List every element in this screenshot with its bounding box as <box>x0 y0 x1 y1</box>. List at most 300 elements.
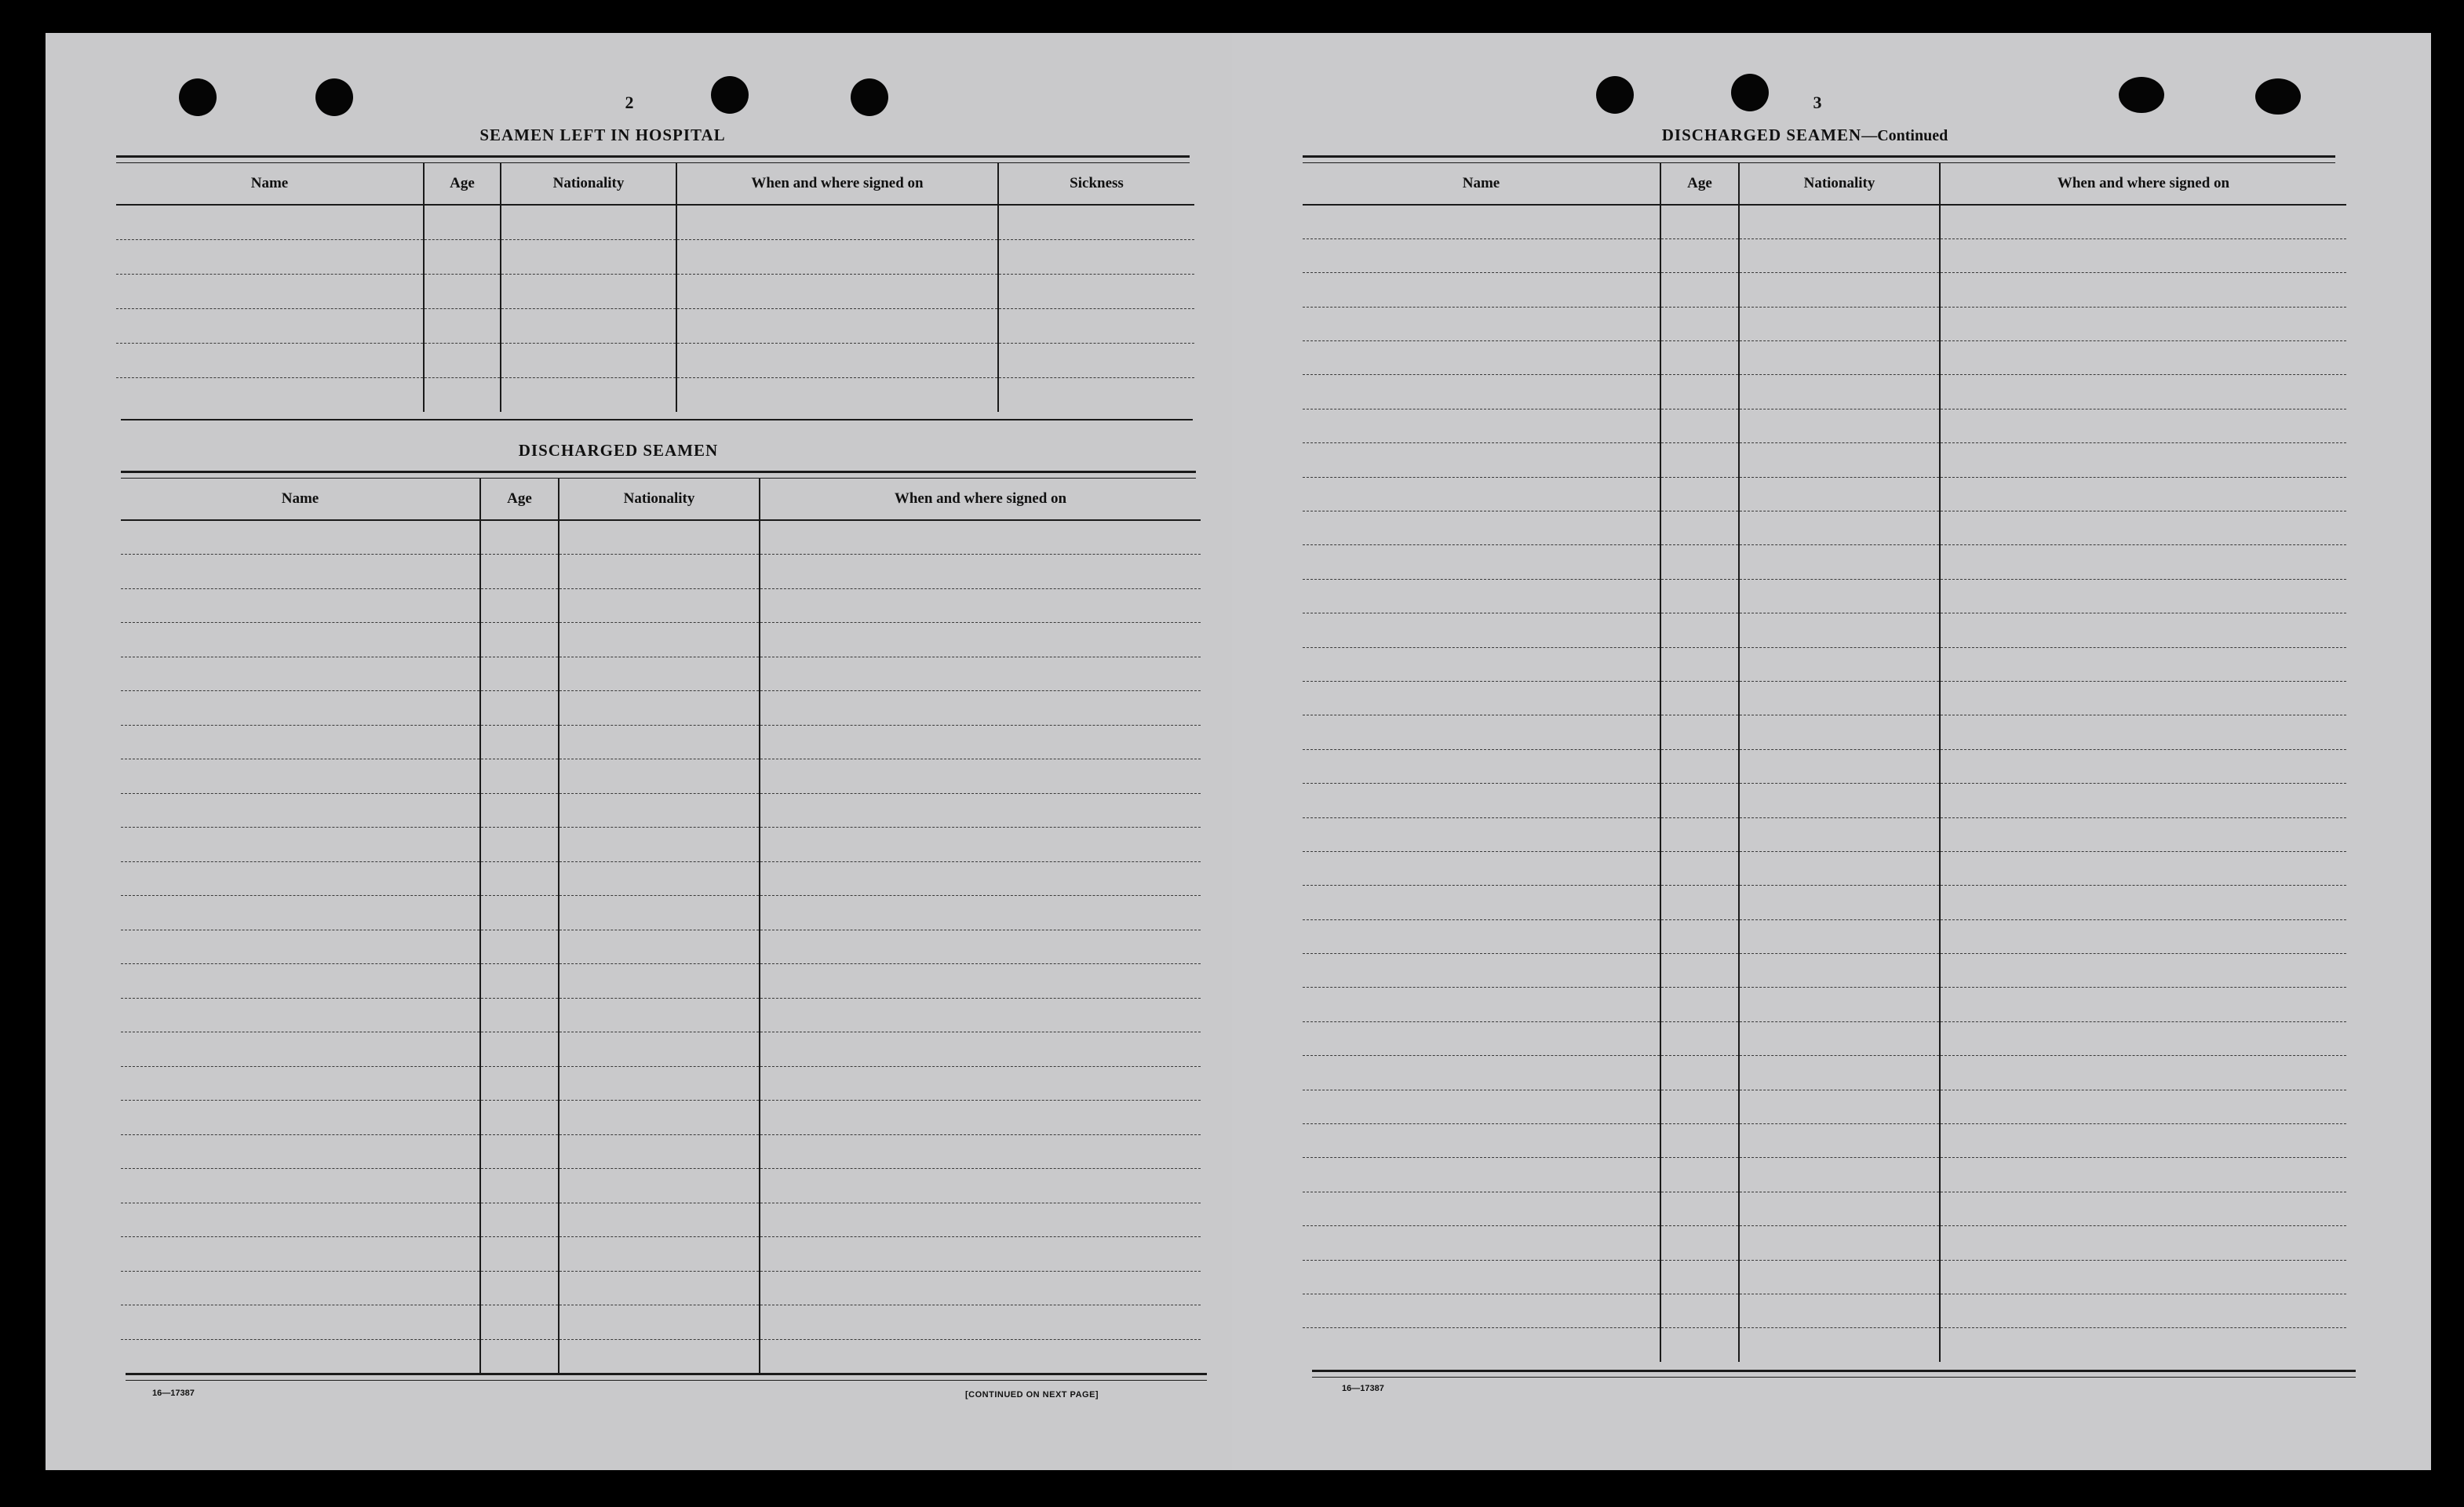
table-cell <box>480 657 559 691</box>
table-cell <box>1660 613 1739 647</box>
table-cell <box>676 308 998 343</box>
table-row <box>1303 1294 2346 1328</box>
table-row <box>1303 579 2346 613</box>
table-cell <box>559 1271 760 1305</box>
table-cell <box>1940 715 2346 749</box>
table-cell <box>1660 919 1739 953</box>
table-cell <box>1660 511 1739 545</box>
table-row <box>1303 1090 2346 1123</box>
table-cell <box>1940 477 2346 511</box>
table-cell <box>1660 988 1739 1021</box>
table-row <box>121 555 1201 589</box>
table-cell <box>1940 817 2346 851</box>
table-cell <box>1303 307 1660 340</box>
table-cell <box>559 623 760 657</box>
table-cell <box>424 239 501 274</box>
table-cell <box>559 588 760 623</box>
table-cell <box>1660 1294 1739 1328</box>
column-header: Sickness <box>998 163 1194 205</box>
table-cell <box>1739 919 1940 953</box>
table-cell <box>1660 1124 1739 1158</box>
table-cell <box>1940 409 2346 442</box>
table-row <box>121 1339 1201 1374</box>
table-row <box>1303 784 2346 817</box>
table-cell <box>1660 1192 1739 1225</box>
table-cell <box>1739 681 1940 715</box>
table-cell <box>1739 477 1940 511</box>
table-cell <box>1940 613 2346 647</box>
table-cell <box>116 308 424 343</box>
table-row <box>1303 307 2346 340</box>
table-cell <box>121 861 480 896</box>
table-cell <box>559 725 760 759</box>
table-cell <box>480 1101 559 1135</box>
table-cell <box>1940 1090 2346 1123</box>
table-cell <box>121 828 480 862</box>
table-cell <box>1660 341 1739 375</box>
table-row <box>1303 988 2346 1021</box>
table-cell <box>1303 1328 1660 1362</box>
table-row <box>1303 1192 2346 1225</box>
table-cell <box>760 896 1201 930</box>
table-cell <box>1739 1021 1940 1055</box>
table-cell <box>760 793 1201 828</box>
column-header: Age <box>1660 163 1739 205</box>
table-row <box>1303 1158 2346 1192</box>
table-cell <box>121 725 480 759</box>
table-row <box>1303 1328 2346 1362</box>
table-cell <box>121 896 480 930</box>
table-cell <box>1739 784 1940 817</box>
table-cell <box>1303 205 1660 238</box>
table-cell <box>559 691 760 726</box>
table-cell <box>760 759 1201 794</box>
table-cell <box>760 1339 1201 1374</box>
table-cell <box>480 725 559 759</box>
table-cell <box>676 274 998 308</box>
table-cell <box>1739 545 1940 579</box>
table-row <box>116 205 1194 239</box>
table-cell <box>1303 851 1660 885</box>
table-cell <box>501 343 676 377</box>
table-cell <box>1303 919 1660 953</box>
table-cell <box>1660 715 1739 749</box>
table-cell <box>676 343 998 377</box>
table-row <box>1303 1021 2346 1055</box>
table-cell <box>424 308 501 343</box>
table-row <box>116 343 1194 377</box>
table-row <box>121 1066 1201 1101</box>
table-cell <box>676 377 998 412</box>
table-row <box>121 588 1201 623</box>
table-cell <box>998 274 1194 308</box>
table-cell <box>1660 273 1739 307</box>
table-cell <box>480 1339 559 1374</box>
table-cell <box>1303 1260 1660 1294</box>
table-cell <box>121 588 480 623</box>
table-cell <box>480 1032 559 1067</box>
table-cell <box>1303 1294 1660 1328</box>
table-cell <box>116 343 424 377</box>
table-cell <box>121 759 480 794</box>
table-cell <box>1660 443 1739 477</box>
punch-hole <box>2255 78 2301 115</box>
table-row <box>121 896 1201 930</box>
table-cell <box>480 1169 559 1203</box>
table-cell <box>760 555 1201 589</box>
table-cell <box>121 1032 480 1067</box>
table-cell <box>1660 749 1739 783</box>
table-cell <box>1660 375 1739 409</box>
table-row <box>1303 341 2346 375</box>
table-cell <box>1940 784 2346 817</box>
table-row <box>1303 886 2346 919</box>
table-cell <box>1303 715 1660 749</box>
table-cell <box>760 930 1201 964</box>
table-cell <box>424 205 501 239</box>
table-cell <box>760 828 1201 862</box>
page-number: 3 <box>1813 93 1822 112</box>
table-cell <box>121 657 480 691</box>
table-cell <box>1739 341 1940 375</box>
table-cell <box>1660 817 1739 851</box>
column-header: Nationality <box>501 163 676 205</box>
table-cell <box>1303 409 1660 442</box>
section-rule <box>121 419 1193 420</box>
table-cell <box>1940 851 2346 885</box>
table-cell <box>559 964 760 999</box>
table-cell <box>1940 1260 2346 1294</box>
table-cell <box>121 1339 480 1374</box>
table-cell <box>676 205 998 239</box>
table-cell <box>116 205 424 239</box>
table-cell <box>559 1203 760 1237</box>
table-cell <box>1303 749 1660 783</box>
section-rule <box>121 471 1196 479</box>
table-row <box>121 998 1201 1032</box>
table-cell <box>559 657 760 691</box>
table-cell <box>1739 1056 1940 1090</box>
table-cell <box>501 274 676 308</box>
column-header: When and where signed on <box>676 163 998 205</box>
form-number: 16—17387 <box>1342 1384 1384 1393</box>
table-cell <box>998 205 1194 239</box>
table-cell <box>1303 511 1660 545</box>
table-cell <box>760 1101 1201 1135</box>
table-cell <box>424 274 501 308</box>
table-row <box>121 725 1201 759</box>
table-cell <box>1303 1158 1660 1192</box>
table-cell <box>760 861 1201 896</box>
discharged-section-title: DISCHARGED SEAMEN <box>518 441 719 460</box>
section-rule <box>126 1373 1207 1381</box>
table-cell <box>1303 1090 1660 1123</box>
table-cell <box>559 930 760 964</box>
section-rule <box>1303 155 2335 163</box>
hospital-section-title: SEAMEN LEFT IN HOSPITAL <box>479 126 726 144</box>
table-row <box>121 793 1201 828</box>
punch-hole <box>851 78 888 116</box>
section-title-text: DISCHARGED SEAMEN <box>1661 126 1862 144</box>
table-row <box>121 1134 1201 1169</box>
table-cell <box>559 1339 760 1374</box>
punch-hole <box>1731 74 1769 111</box>
table-cell <box>1303 579 1660 613</box>
table-cell <box>480 793 559 828</box>
table-cell <box>1940 238 2346 272</box>
table-cell <box>1739 1260 1940 1294</box>
column-header: When and where signed on <box>1940 163 2346 205</box>
table-row <box>1303 954 2346 988</box>
table-cell <box>424 377 501 412</box>
table-row <box>121 1032 1201 1067</box>
table-cell <box>480 1203 559 1237</box>
table-cell <box>1739 1328 1940 1362</box>
table-row <box>1303 681 2346 715</box>
table-row <box>1303 409 2346 442</box>
table-cell <box>998 343 1194 377</box>
table-cell <box>1940 205 2346 238</box>
form-number: 16—17387 <box>152 1389 195 1398</box>
table-cell <box>1739 409 1940 442</box>
table-row <box>121 520 1201 555</box>
table-cell <box>1739 375 1940 409</box>
table-cell <box>559 1066 760 1101</box>
table-cell <box>1739 1124 1940 1158</box>
table-cell <box>1660 1021 1739 1055</box>
table-row <box>1303 205 2346 238</box>
table-cell <box>1660 477 1739 511</box>
table-row <box>1303 511 2346 545</box>
table-cell <box>1303 443 1660 477</box>
table-cell <box>121 691 480 726</box>
table-cell <box>480 1271 559 1305</box>
table-cell <box>121 793 480 828</box>
table-cell <box>559 896 760 930</box>
table-cell <box>1303 954 1660 988</box>
table-cell <box>480 555 559 589</box>
table-row <box>121 1169 1201 1203</box>
table-cell <box>1940 1021 2346 1055</box>
discharged-table-left <box>121 479 1201 1374</box>
table-cell <box>480 1305 559 1340</box>
table-cell <box>1739 1294 1940 1328</box>
table-cell <box>760 691 1201 726</box>
table-cell <box>1940 545 2346 579</box>
table-cell <box>1940 749 2346 783</box>
discharged-table-right <box>1303 163 2346 1362</box>
table-cell <box>1303 886 1660 919</box>
table-row <box>121 964 1201 999</box>
table-cell <box>1940 511 2346 545</box>
table-cell <box>1303 1056 1660 1090</box>
table-cell <box>998 377 1194 412</box>
table-cell <box>121 964 480 999</box>
table-cell <box>501 308 676 343</box>
table-row <box>116 239 1194 274</box>
table-cell <box>1940 273 2346 307</box>
table-cell <box>1940 681 2346 715</box>
table-cell <box>760 1203 1201 1237</box>
table-cell <box>121 520 480 555</box>
table-row <box>121 1305 1201 1340</box>
table-cell <box>1739 851 1940 885</box>
table-cell <box>1303 238 1660 272</box>
table-cell <box>501 377 676 412</box>
table-row <box>1303 613 2346 647</box>
table-cell <box>1739 647 1940 681</box>
table-cell <box>1660 1056 1739 1090</box>
column-header: Name <box>116 163 424 205</box>
table-cell <box>1303 341 1660 375</box>
table-row <box>1303 851 2346 885</box>
table-cell <box>760 520 1201 555</box>
table-cell <box>1739 511 1940 545</box>
section-rule <box>1312 1370 2356 1378</box>
column-header: Name <box>1303 163 1660 205</box>
table-cell <box>121 1203 480 1237</box>
table-cell <box>559 1134 760 1169</box>
table-cell <box>760 1032 1201 1067</box>
table-cell <box>1940 579 2346 613</box>
table-cell <box>1660 681 1739 715</box>
table-row <box>1303 647 2346 681</box>
continued-note: [CONTINUED ON NEXT PAGE] <box>965 1390 1099 1400</box>
table-cell <box>1660 886 1739 919</box>
table-row <box>116 308 1194 343</box>
punch-hole <box>2119 77 2164 113</box>
table-row <box>121 1101 1201 1135</box>
table-cell <box>1303 477 1660 511</box>
table-cell <box>676 239 998 274</box>
table-cell <box>1940 1056 2346 1090</box>
table-cell <box>559 998 760 1032</box>
table-cell <box>1660 851 1739 885</box>
continued-suffix: —Continued <box>1861 127 1948 144</box>
table-cell <box>480 1134 559 1169</box>
table-cell <box>1739 1226 1940 1260</box>
table-cell <box>559 555 760 589</box>
table-cell <box>1940 1158 2346 1192</box>
table-cell <box>559 861 760 896</box>
table-cell <box>1739 886 1940 919</box>
table-cell <box>480 930 559 964</box>
table-cell <box>559 1237 760 1272</box>
right-page <box>1232 33 2431 1470</box>
table-cell <box>760 1169 1201 1203</box>
table-row <box>121 828 1201 862</box>
table-cell <box>1303 613 1660 647</box>
table-cell <box>1660 647 1739 681</box>
table-row <box>1303 715 2346 749</box>
table-cell <box>1303 1021 1660 1055</box>
table-cell <box>1660 238 1739 272</box>
table-cell <box>760 1134 1201 1169</box>
punch-hole <box>315 78 353 116</box>
table-cell <box>559 1305 760 1340</box>
section-rule <box>116 155 1190 163</box>
table-cell <box>1660 1090 1739 1123</box>
table-cell <box>1303 1192 1660 1225</box>
table-cell <box>1739 205 1940 238</box>
table-cell <box>1660 954 1739 988</box>
punch-hole <box>179 78 217 116</box>
table-cell <box>760 1271 1201 1305</box>
table-cell <box>1940 443 2346 477</box>
table-row <box>1303 545 2346 579</box>
table-cell <box>1940 1226 2346 1260</box>
column-header: Name <box>121 479 480 520</box>
table-row <box>1303 1260 2346 1294</box>
table-cell <box>480 520 559 555</box>
table-cell <box>501 205 676 239</box>
table-cell <box>1660 784 1739 817</box>
table-cell <box>1940 375 2346 409</box>
table-cell <box>1660 545 1739 579</box>
table-cell <box>121 623 480 657</box>
table-cell <box>1303 647 1660 681</box>
table-row <box>121 930 1201 964</box>
table-cell <box>1303 784 1660 817</box>
table-cell <box>121 998 480 1032</box>
hospital-table <box>116 163 1194 412</box>
table-cell <box>1660 1260 1739 1294</box>
table-cell <box>480 861 559 896</box>
table-cell <box>116 239 424 274</box>
table-cell <box>1739 443 1940 477</box>
table-row <box>1303 919 2346 953</box>
discharged-continued-title <box>1569 126 2040 145</box>
table-cell <box>559 1101 760 1135</box>
table-cell <box>1739 749 1940 783</box>
table-cell <box>760 964 1201 999</box>
table-row <box>121 1203 1201 1237</box>
table-cell <box>1660 1328 1739 1362</box>
column-header: Nationality <box>1739 163 1940 205</box>
table-cell <box>1660 307 1739 340</box>
table-cell <box>760 588 1201 623</box>
table-cell <box>1739 307 1940 340</box>
table-cell <box>121 1066 480 1101</box>
table-cell <box>1303 1226 1660 1260</box>
table-cell <box>760 657 1201 691</box>
table-cell <box>760 1066 1201 1101</box>
table-cell <box>1739 613 1940 647</box>
table-row <box>121 657 1201 691</box>
table-row <box>1303 817 2346 851</box>
table-row <box>116 274 1194 308</box>
table-cell <box>424 343 501 377</box>
table-cell <box>1303 988 1660 1021</box>
column-header: Age <box>424 163 501 205</box>
table-cell <box>1940 886 2346 919</box>
table-cell <box>1739 1090 1940 1123</box>
table-cell <box>121 930 480 964</box>
table-cell <box>1660 1226 1739 1260</box>
table-row <box>116 377 1194 412</box>
table-cell <box>480 588 559 623</box>
table-cell <box>480 964 559 999</box>
table-cell <box>1739 1158 1940 1192</box>
table-cell <box>501 239 676 274</box>
table-cell <box>480 828 559 862</box>
table-cell <box>1303 273 1660 307</box>
table-cell <box>559 1169 760 1203</box>
table-row <box>121 759 1201 794</box>
table-cell <box>1739 715 1940 749</box>
table-cell <box>1739 238 1940 272</box>
table-cell <box>559 828 760 862</box>
